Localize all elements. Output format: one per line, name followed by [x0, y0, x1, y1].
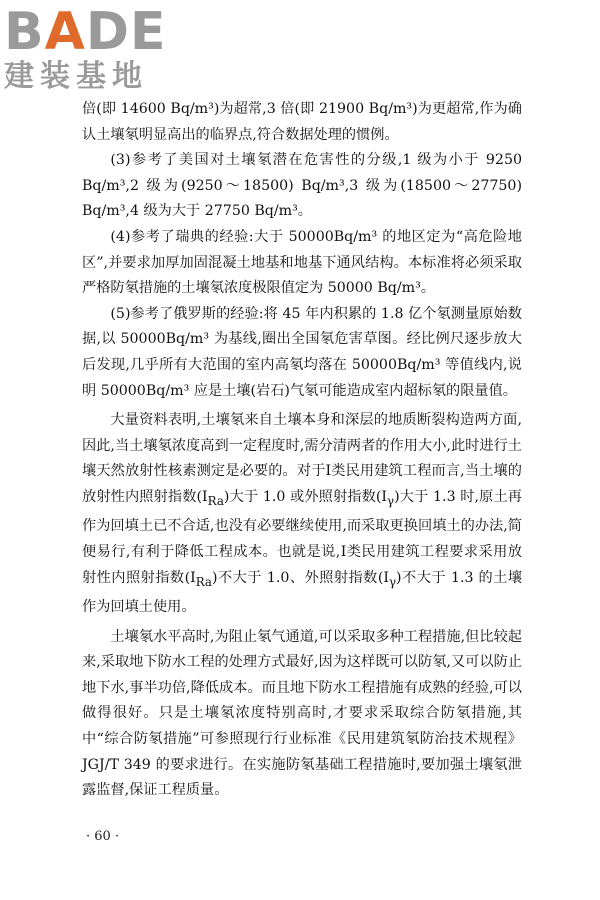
logo-letters-de: DE	[85, 2, 167, 62]
paragraph-item-3: (3)参考了美国对土壤氡潜在危害性的分级,1 级为小于 9250 Bq/m³,2 级为(9250～18500) Bq/m³,3 级为(18500～27750) Bq/m³,4 级为大于 27750 Bq/m³。	[82, 152, 522, 220]
brand-logo	[4, 4, 204, 94]
page-number: · 60 ·	[86, 829, 120, 844]
paragraph-item-4: (4)参考了瑞典的经验:大于 50000Bq/m³ 的地区定为“高危险地区”,并要求加厚加固混凝土地基和地基下通风结构。本标准将必须采取严格防氡措施的土壤氡浓度极限值定为 50000 Bq/m³。	[82, 228, 522, 297]
paragraph-item-5: (5)参考了俄罗斯的经验:将 45 年内积累的 1.8 亿个氡测量原始数据,以 50000Bq/m³ 为基线,圈出全国氡危害草图。经比例尺逐步放大后发现,几乎所有大范围的室内高氡均落在 50000Bq/m³ 等值线内,说明 50000Bq/m³ 应是土壤(岩石)气氡可能造成室内超标氡的限量值。	[82, 305, 522, 399]
logo-subtitle: 建装基地	[4, 59, 148, 94]
logo-letter-a: A	[44, 2, 86, 62]
logo-wordmark	[4, 4, 167, 60]
logo-letter-b: B	[4, 2, 45, 62]
paragraph-soil-radon-source: 大量资料表明,土壤氡来自土壤本身和深层的地质断裂构造两方面,因此,当土壤氡浓度高到一定程度时,需分清两者的作用大小,此时进行土壤天然放射性核素测定是必要的。对于Ⅰ类民用建筑工程而言,当土壤的放射性内照射指数$(I_{Ra})$大于 1.0 或外照射指数$(I_\gamma)$大于 1.3 时,原土再作为回填土已不合适,也没有必要继续使用,而采取更换回填土的办法,简便易行,有利于降低工程成本。也就是说,Ⅰ类民用建筑工程要求采用放射性内照射指数$(I_{Ra})$不大于 1.0、外照射指数$(I_\gamma)$不大于 1.3 的土壤作为回填土使用。	[82, 412, 523, 615]
paragraph-engineering-measures: 土壤氡水平高时,为阻止氡气通道,可以采取多种工程措施,但比较起来,采取地下防水工程的处理方式最好,因为这样既可以防氡,又可以防止地下水,事半功倍,降低成本。而且地下防水工程措施有成熟的经验,可以做得很好。只是土壤氡浓度特别高时,才要求采取综合防氡措施,其中“综合防氡措施”可参照现行行业标准《民用建筑氡防治技术规程》JGJ/T 349 的要求进行。在实施防氡基础工程措施时,要加强土壤氡泄露监督,保证工程质量。	[82, 628, 522, 799]
document-body	[82, 97, 522, 804]
paragraph-continuation: 倍(即 14600 Bq/m³)为超常,3 倍(即 21900 Bq/m³)为更超常,作为确认土壤氡明显高出的临界点,符合数据处理的惯例。	[82, 101, 522, 143]
